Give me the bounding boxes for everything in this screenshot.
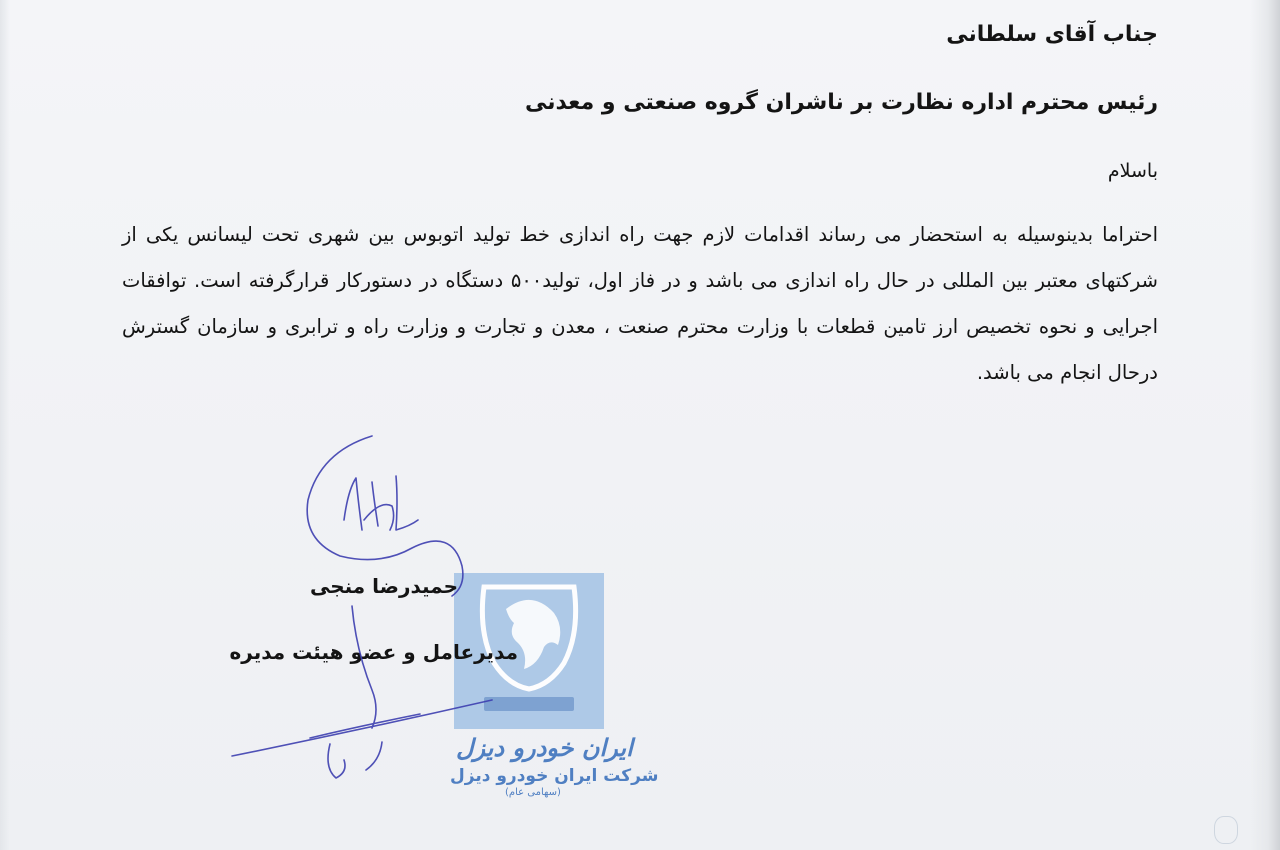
stamp-company-type: (سهامی عام) (505, 787, 561, 798)
letter-body: احتراما بدینوسیله به استحضار می رساند اقدامات لازم جهت راه اندازی خط تولید اتوبوس بین شهری تحت لیسانس یکی از شرکتهای معتبر بین المللی در حال راه اندازی می باشد و در فاز اول، تولید۵۰۰ دستگاه در دستورکار قرارگرفته است. توافقات اجرایی و نحوه تخصیص ارز تامین قطعات با وزارت محترم صنعت ، معدن و تجارت و وزارت راه و ترابری و سازمان گسترش درحال انجام می باشد. (122, 223, 1158, 384)
paper-scuff-mark (1214, 816, 1238, 844)
recipient-position: رئیس محترم اداره نظارت بر ناشران گروه صنعتی و معدنی (524, 90, 1158, 115)
signatory-name: حمیدرضا منجی (309, 574, 458, 598)
signatory-position: مدیرعامل و عضو هیئت مدیره (229, 640, 518, 664)
stamp-brand-mark: ایران خودرو دیزل (456, 734, 633, 762)
greeting: باسلام (1107, 160, 1158, 182)
recipient-title: جناب آقای سلطانی (946, 22, 1158, 47)
stamp-company-name: شرکت ایران خودرو دیزل (450, 766, 659, 786)
